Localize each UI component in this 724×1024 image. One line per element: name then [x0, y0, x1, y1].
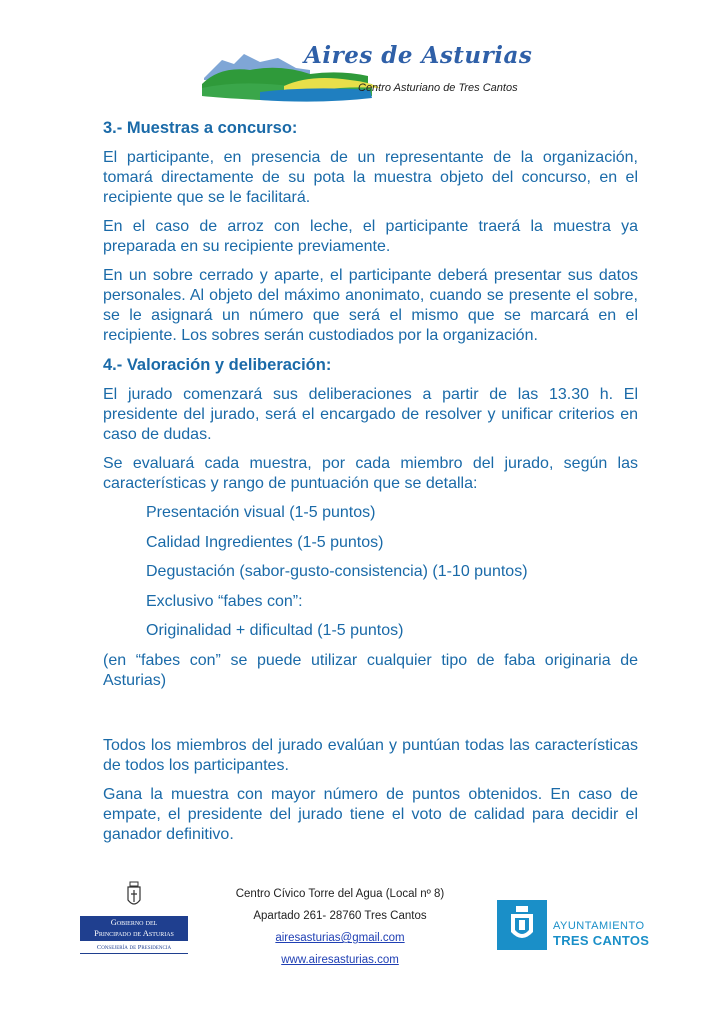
section-4-paragraph-4: Gana la muestra con mayor número de puntos obtenidos. En caso de empate, el presidente del jurado tiene el voto de calidad para decidir el ganador definitivo.: [103, 785, 638, 843]
ayuntamiento-label: AYUNTAMIENTO: [553, 920, 645, 932]
criteria-item: Presentación visual (1-5 puntos): [146, 504, 376, 521]
address-line-1: Centro Cívico Torre del Agua (Local nº 8): [235, 888, 445, 900]
aires-de-asturias-logo: [200, 40, 540, 105]
principado-logo: [80, 880, 190, 960]
section-4-paragraph-2: Se evaluará cada muestra, por cada miembro del jurado, según las características y rango de puntuación que se detalla:: [103, 455, 638, 492]
email-link[interactable]: airesasturias@gmail.com: [275, 932, 405, 944]
brand-title: Aires de Asturias: [304, 42, 533, 69]
section-4-paragraph-1: El jurado comenzará sus deliberaciones a partir de las 13.30 h. El presidente del jurado, será el encargado de resolver y unificar criterios en caso de dudas.: [103, 386, 638, 443]
section-4-heading: 4.- Valoración y deliberación:: [103, 356, 332, 374]
document-body: [103, 118, 638, 854]
gov-line-1: Gobierno del: [110, 917, 158, 927]
gov-line-3: Consejería de Presidencia: [80, 944, 188, 954]
section-3-paragraph-2: En el caso de arroz con leche, el participante traerá la muestra ya preparada en su recipiente previamente.: [103, 218, 638, 255]
coat-of-arms-icon: [124, 880, 144, 910]
section-3-heading: 3.- Muestras a concurso:: [103, 119, 298, 137]
tres-cantos-emblem-icon: [497, 900, 547, 950]
criteria-item: Calidad Ingredientes (1-5 puntos): [146, 533, 384, 551]
tres-cantos-label: TRES CANTOS: [553, 933, 650, 948]
ayuntamiento-logo: [497, 900, 667, 950]
section-3-paragraph-3: En un sobre cerrado y aparte, el participante deberá presentar sus datos personales. Al objeto del máximo anonimato, cuando se presente el sobre, se le asignará un número que será el mismo que se marcará en el recipiente. Los sobres serán custodiados por la organización.: [103, 267, 638, 344]
criteria-item: Degustación (sabor-gusto-consistencia) (1-10 puntos): [146, 563, 528, 581]
section-3-paragraph-1: El participante, en presencia de un representante de la organización, tomará directamente de su pota la muestra objeto del concurso, en el recipiente que se le facilitará.: [103, 149, 638, 206]
section-4-paragraph-3: Todos los miembros del jurado evalúan y puntúan todas las características de todos los participantes.: [103, 736, 638, 774]
principado-label: [80, 916, 188, 941]
criteria-item: Originalidad + dificultad (1-5 puntos): [146, 622, 404, 640]
criteria-item: Exclusivo “fabes con”:: [146, 592, 303, 610]
brand-subtitle: Centro Asturiano de Tres Cantos: [358, 82, 518, 94]
criteria-list: [146, 503, 638, 641]
section-4-note: (en “fabes con” se puede utilizar cualquier tipo de faba originaria de Asturias): [103, 651, 638, 689]
gov-line-2: Principado de Asturias: [94, 928, 174, 938]
website-link[interactable]: www.airesasturias.com: [281, 954, 399, 966]
address-line-2: Apartado 261- 28760 Tres Cantos: [253, 910, 427, 922]
footer-address: [210, 883, 470, 971]
